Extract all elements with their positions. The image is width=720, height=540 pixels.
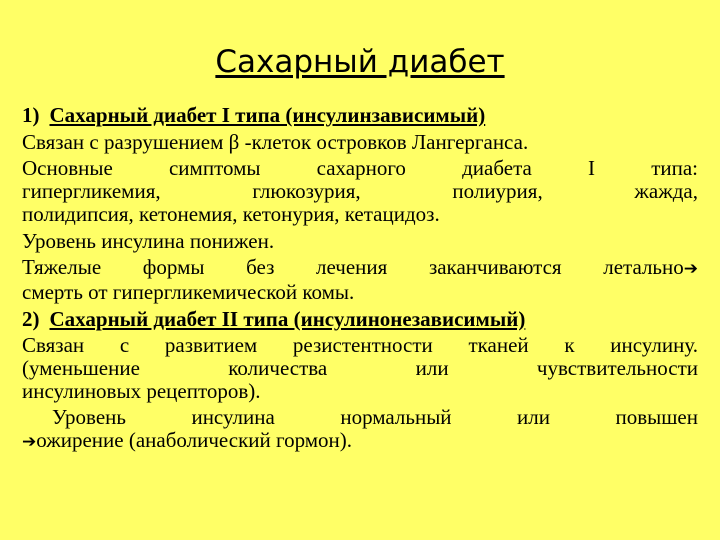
type2-heading	[22, 308, 698, 331]
type2-obesity: ожирение (анаболический гормон).	[36, 428, 353, 453]
arrow-right-icon: ➔	[683, 259, 698, 280]
arrow-right-icon: ➔	[22, 432, 37, 453]
type2-insulin: Уровень инсулина нормальный или повышен	[52, 405, 698, 430]
slide-body	[22, 104, 698, 458]
type1-symptoms-line2: гипергликемия, глюкозурия, полиурия, жажда,	[22, 179, 698, 204]
type1-severe-text: Тяжелые формы без лечения заканчиваются летально	[22, 255, 684, 280]
type1-severe-line2: смерть от гипергликемической комы.	[22, 279, 355, 304]
type1-symptoms	[22, 157, 698, 225]
type2-cause-line1: Связан с развитием резистентности тканей к инсулину.	[22, 333, 698, 358]
type1-heading-text: Сахарный диабет I типа (инсулинзависимый)	[49, 103, 486, 127]
type1-severe	[22, 256, 698, 303]
type2-number: 2)	[22, 306, 40, 331]
type2-obesity-line	[22, 429, 698, 454]
type1-insulin: Уровень инсулина понижен.	[22, 228, 275, 253]
type2-heading-text: Сахарный диабет II типа (инсулинонезависимый)	[49, 306, 526, 331]
type2-cause-line3: инсулиновых рецепторов).	[22, 378, 261, 403]
type2-cause	[22, 334, 698, 402]
type1-symptoms-line3: полидипсия, кетонемия, кетонурия, кетацидоз.	[22, 201, 440, 226]
type2-cause-line2: (уменьшение количества или чувствительности	[22, 356, 698, 381]
type1-severe-line1	[22, 256, 698, 281]
type1-cause: Связан с разрушением β -клеток островков Лангерганса.	[22, 129, 529, 154]
type1-symptoms-line1: Основные симптомы сахарного диабета I типа:	[22, 156, 698, 181]
type2-insulin-block	[22, 406, 698, 453]
type1-number: 1)	[22, 103, 40, 127]
type1-heading	[22, 104, 698, 127]
slide-title: Сахарный диабет	[215, 44, 505, 80]
